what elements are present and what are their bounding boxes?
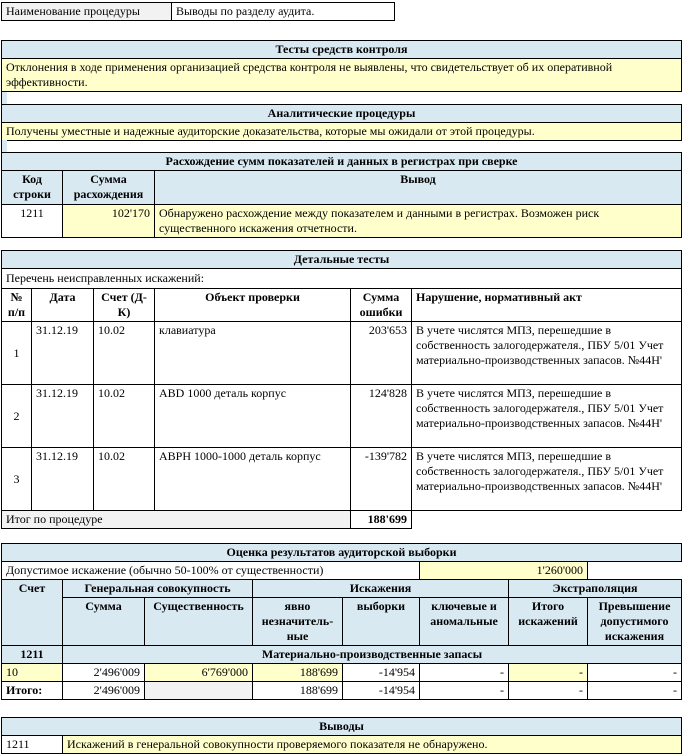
col-samples-header: выборки: [343, 598, 420, 646]
sample-evaluation-block: [1, 543, 682, 700]
row-account: 10.02: [94, 448, 155, 511]
table-row: [2, 322, 682, 385]
row-materiality: [145, 682, 253, 700]
col-sum-header: Сумма: [63, 598, 145, 646]
row-num: 2: [2, 385, 32, 448]
discrepancy-code: 1211: [2, 205, 63, 238]
analytics-block: [1, 104, 682, 141]
row-num: 3: [2, 448, 32, 511]
tolerable-misstatement-label: Допустимое искажение (обычно 50-100% от существенности): [2, 562, 420, 580]
procedure-total-label: Итог по процедуре: [2, 511, 351, 529]
row-obvious: 188'699: [253, 664, 343, 682]
group-code: 1211: [2, 646, 63, 664]
table-row: [2, 664, 682, 682]
col-violation-header: Нарушение, нормативный акт: [412, 289, 682, 322]
col-extrapolation-header: Экстраполяция: [509, 580, 682, 598]
analytics-text: Получены уместные и надежные аудиторские доказательства, которые мы ожидали от этой процедуры.: [2, 123, 682, 141]
group-name: Материально-производственные запасы: [63, 646, 682, 664]
row-key: -: [420, 664, 509, 682]
row-account: 10.02: [94, 385, 155, 448]
section-spacer: [1, 140, 7, 152]
col-code-header: Код строки: [2, 171, 63, 205]
row-account: 10.02: [94, 322, 155, 385]
sample-evaluation-title: Оценка результатов аудиторской выборки: [2, 544, 682, 562]
col-misstatements-header: Искажения: [253, 580, 509, 598]
table-row: [2, 682, 682, 700]
conclusions-title: Выводы: [2, 718, 682, 736]
row-excess: -: [588, 682, 682, 700]
procedure-name-label: Наименование процедуры: [2, 3, 172, 21]
col-sum-header: Сумма расхождения: [63, 171, 155, 205]
procedure-total-value: 188'699: [351, 511, 412, 529]
row-object: клавиатура: [155, 322, 351, 385]
row-excess: -: [588, 664, 682, 682]
row-violation: В учете числятся МПЗ, перешедшие в собственность залогодержателя., ПБУ 5/01 Учет материально-производственных запасов. №44Н': [412, 322, 682, 385]
conclusions-block: [1, 717, 682, 754]
col-account-header: Счет (Д-К): [94, 289, 155, 322]
col-materiality-header: Существенность: [145, 598, 253, 646]
conclusions-code: 1211: [2, 736, 63, 754]
analytics-title: Аналитические процедуры: [2, 105, 682, 123]
conclusions-text: Искажений в генеральной совокупности проверяемого показателя не обнаружено.: [63, 736, 682, 754]
row-total: -: [509, 664, 588, 682]
misstatements-list-label: Перечень неисправленных искажений:: [1, 269, 682, 288]
col-account-header: Счет: [2, 580, 63, 646]
row-object: ABD 1000 деталь корпус: [155, 385, 351, 448]
col-conclusion-header: Вывод: [155, 171, 682, 205]
row-obvious: 188'699: [253, 682, 343, 700]
procedure-name-value: Выводы по разделу аудита.: [172, 3, 395, 21]
tolerable-misstatement-value: 1'260'000: [420, 562, 588, 580]
col-obvious-header: явно незначитель-ные: [253, 598, 343, 646]
procedure-name-block: [1, 2, 682, 21]
row-account: Итого:: [2, 682, 63, 700]
row-violation: В учете числятся МПЗ, перешедшие в собственность залогодержателя., ПБУ 5/01 Учет материально-производственных запасов. №44Н': [412, 448, 682, 511]
row-sum: 2'496'009: [63, 682, 145, 700]
col-num-header: № п/п: [2, 289, 32, 322]
row-samples: -14'954: [343, 682, 420, 700]
row-date: 31.12.19: [32, 448, 94, 511]
row-samples: -14'954: [343, 664, 420, 682]
row-violation: В учете числятся МПЗ, перешедшие в собственность залогодержателя., ПБУ 5/01 Учет материально-производственных запасов. №44Н': [412, 385, 682, 448]
row-key: -: [420, 682, 509, 700]
row-sum: 124'828: [351, 385, 412, 448]
detailed-tests-block: [1, 250, 682, 529]
col-excess-header: Превышение допустимого искажения: [588, 598, 682, 646]
controls-tests-block: [1, 40, 682, 92]
section-spacer: [1, 92, 7, 104]
row-num: 1: [2, 322, 32, 385]
table-row: [2, 448, 682, 511]
detailed-tests-title: Детальные тесты: [2, 251, 682, 269]
row-materiality: 6'769'000: [145, 664, 253, 682]
controls-tests-text: Отклонения в ходе применения организацией средства контроля не выявлены, что свидетельствует об их оперативной эффективности.: [2, 59, 682, 92]
row-account: 10: [2, 664, 63, 682]
row-sum: 2'496'009: [63, 664, 145, 682]
col-object-header: Объект проверки: [155, 289, 351, 322]
col-date-header: Дата: [32, 289, 94, 322]
controls-tests-title: Тесты средств контроля: [2, 41, 682, 59]
row-date: 31.12.19: [32, 322, 94, 385]
row-total: -: [509, 682, 588, 700]
col-sum-header: Сумма ошибки: [351, 289, 412, 322]
discrepancy-title: Расхождение сумм показателей и данных в регистрах при сверке: [2, 153, 682, 171]
row-sum: 203'653: [351, 322, 412, 385]
discrepancy-block: [1, 152, 682, 238]
discrepancy-sum: 102'170: [63, 205, 155, 238]
col-key-header: ключевые и аномальные: [420, 598, 509, 646]
row-object: ABPH 1000-1000 деталь корпус: [155, 448, 351, 511]
row-date: 31.12.19: [32, 385, 94, 448]
discrepancy-conclusion: Обнаружено расхождение между показателем и данными в регистрах. Возможен риск существенного искажения отчетности.: [155, 205, 682, 238]
row-sum: -139'782: [351, 448, 412, 511]
table-row: [2, 385, 682, 448]
col-total-mis-header: Итого искажений: [509, 598, 588, 646]
col-population-header: Генеральная совокупность: [63, 580, 253, 598]
